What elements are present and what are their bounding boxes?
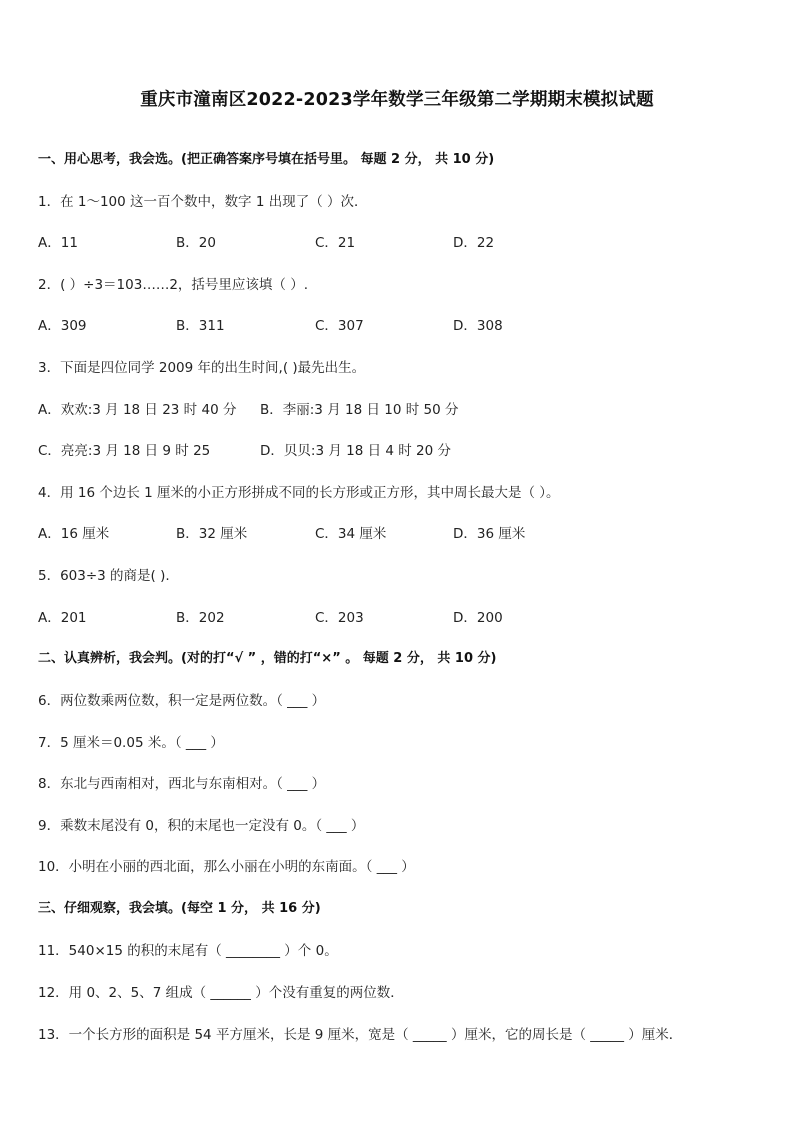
q2-option-a: A．309 [38, 318, 87, 334]
question-9: 9．乘数末尾没有 0，积的末尾也一定没有 0。（ ___ ） [38, 818, 365, 834]
q4-option-a: A．16 厘米 [38, 526, 110, 542]
section-heading-fill: 三、仔细观察，我会填。(每空 1 分， 共 16 分) [38, 901, 321, 916]
q3-option-c: C．亮亮:3 月 18 日 9 时 25 [38, 443, 211, 459]
q1-option-b: B．20 [176, 235, 216, 251]
q3-option-d: D．贝贝:3 月 18 日 4 时 20 分 [260, 443, 452, 459]
question-6: 6．两位数乘两位数，积一定是两位数。（ ___ ） [38, 693, 326, 709]
question-10: 10．小明在小丽的西北面，那么小丽在小明的东南面。（ ___ ） [38, 859, 415, 875]
q5-option-b: B．202 [176, 610, 225, 626]
q3-option-a: A．欢欢:3 月 18 日 23 时 40 分 [38, 402, 237, 418]
question-5: 5．603÷3 的商是( ). [38, 568, 170, 584]
q3-option-b: B．李丽:3 月 18 日 10 时 50 分 [260, 402, 459, 418]
q1-option-a: A．11 [38, 235, 78, 251]
q1-option-d: D．22 [453, 235, 495, 251]
question-2: 2．( ）÷3＝103……2，括号里应该填（ ）. [38, 277, 308, 293]
question-3: 3．下面是四位同学 2009 年的出生时间,( )最先出生。 [38, 360, 366, 376]
question-12: 12．用 0、2、5、7 组成（ ______ ）个没有重复的两位数． [38, 985, 404, 1001]
q5-option-a: A．201 [38, 610, 87, 626]
q4-option-c: C．34 厘米 [315, 526, 387, 542]
section-heading-judge: 二、认真辨析，我会判。(对的打“√ ” ，错的打“×” 。 每题 2 分， 共 10 分) [38, 651, 497, 666]
q4-option-d: D．36 厘米 [453, 526, 526, 542]
q2-option-b: B．311 [176, 318, 225, 334]
q5-option-d: D．200 [453, 610, 503, 626]
question-11: 11．540×15 的积的末尾有（ ________ ）个 0。 [38, 943, 338, 959]
question-4: 4．用 16 个边长 1 厘米的小正方形拼成不同的长方形或正方形，其中周长最大是（ ）。 [38, 485, 560, 501]
question-1: 1．在 1～100 这一百个数中，数字 1 出现了（ ）次． [38, 194, 368, 210]
section-heading-choice: 一、用心思考，我会选。(把正确答案序号填在括号里。 每题 2 分， 共 10 分) [38, 152, 495, 167]
exam-title: 重庆市潼南区2022-2023学年数学三年级第二学期期末模拟试题 [140, 90, 654, 110]
q2-option-c: C．307 [315, 318, 364, 334]
question-7: 7．5 厘米＝0.05 米。（ ___ ） [38, 735, 224, 751]
q2-option-d: D．308 [453, 318, 503, 334]
q1-option-c: C．21 [315, 235, 356, 251]
question-8: 8．东北与西南相对，西北与东南相对。（ ___ ） [38, 776, 326, 792]
question-13: 13．一个长方形的面积是 54 平方厘米，长是 9 厘米，宽是（ _____ ）厘米，它的周长是（ _____ ）厘米． [38, 1027, 683, 1043]
q5-option-c: C．203 [315, 610, 364, 626]
q4-option-b: B．32 厘米 [176, 526, 248, 542]
